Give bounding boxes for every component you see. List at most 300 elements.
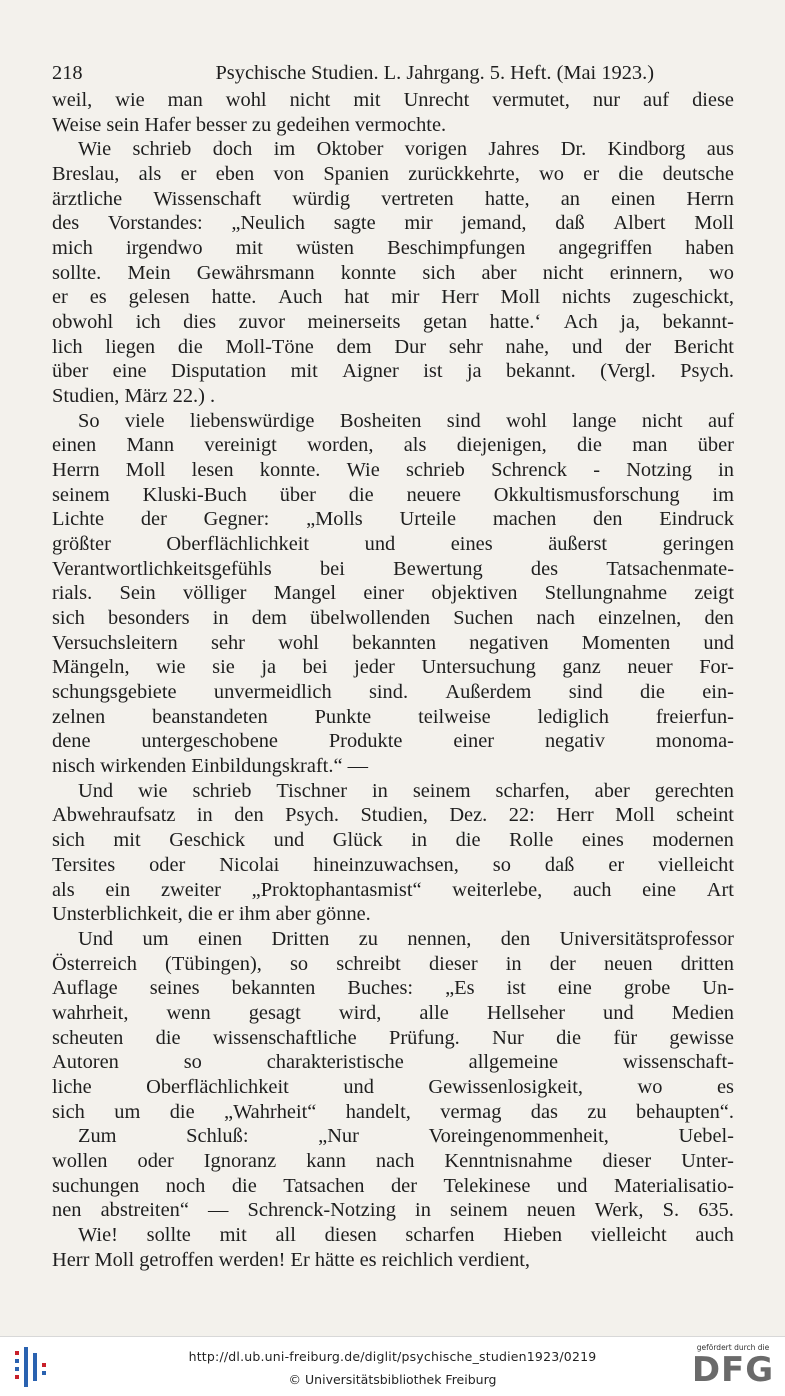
word: zu	[587, 1100, 607, 1123]
word: „Proktophantasmist“	[251, 878, 422, 901]
word: ja	[466, 360, 482, 383]
word: Moll	[694, 212, 734, 235]
word: des	[530, 557, 559, 580]
word: einer	[363, 582, 405, 605]
word: ärztliche	[52, 187, 123, 210]
word: sich	[52, 829, 85, 852]
word: hat	[344, 286, 370, 309]
word: seines	[149, 977, 200, 1000]
word: vereinigt	[204, 434, 277, 457]
word: bekannten	[231, 977, 316, 1000]
word: lediglich	[537, 705, 609, 728]
word: der	[390, 1174, 417, 1197]
word: über	[697, 434, 734, 457]
word: meinerseits	[307, 311, 401, 334]
word: sich	[52, 1100, 85, 1123]
text-line: Herr Moll getroffen werden! Er hätte es reichlich verdient,	[52, 1248, 531, 1271]
word: die	[231, 1174, 257, 1197]
text-line	[52, 927, 734, 952]
word: eine	[642, 878, 677, 901]
word: (Vergl.	[600, 360, 656, 383]
word: einen	[52, 434, 97, 457]
word: Außerdem	[445, 681, 532, 704]
word: diejenigen,	[456, 434, 547, 457]
word: lesen	[191, 459, 234, 482]
word: -	[593, 459, 600, 482]
word: abstreiten“	[100, 1199, 189, 1222]
text-line	[52, 285, 734, 310]
text-line	[52, 631, 734, 656]
word: hatte.	[211, 286, 257, 309]
word: Herr	[556, 804, 594, 827]
word: er	[180, 163, 197, 186]
word: Lichte	[52, 508, 105, 531]
word: nur	[592, 89, 621, 111]
word: man	[167, 89, 203, 111]
text-line	[52, 803, 734, 828]
word: schungsgebiete	[52, 681, 177, 704]
text-line	[52, 310, 734, 335]
word: Abwehraufsatz	[52, 804, 176, 827]
word: mir	[391, 286, 420, 309]
word: wie	[138, 779, 168, 802]
word: Unrecht	[403, 89, 470, 111]
text-line: Weise sein Hafer besser zu gedeihen vermochte.	[52, 113, 447, 136]
word: unvermeidlich	[213, 681, 332, 704]
word: zelnen	[52, 705, 106, 728]
word: schrieb	[192, 779, 252, 802]
word: dieser	[428, 952, 478, 975]
word: neuen	[603, 952, 653, 975]
word: Punkte	[314, 705, 372, 728]
text-line	[52, 261, 734, 286]
word: Gegner:	[203, 508, 270, 531]
word: völliger	[183, 582, 247, 605]
word: diese	[692, 89, 734, 111]
footer-bar	[0, 1336, 785, 1396]
word: daß	[544, 853, 575, 876]
word: wenn	[166, 1001, 211, 1024]
word: mit	[219, 1223, 247, 1246]
word: als	[138, 163, 162, 186]
text-line	[52, 137, 734, 162]
word: dies	[183, 311, 217, 334]
word: oder	[149, 853, 186, 876]
word: eben	[215, 163, 255, 186]
word: Materialisatio-	[613, 1174, 734, 1197]
word: wüsten	[296, 237, 354, 260]
word: vermutet,	[492, 89, 570, 111]
word: wie	[115, 89, 145, 111]
word: die	[348, 483, 374, 506]
text-line	[52, 853, 734, 878]
word: nicht	[542, 261, 584, 284]
word: dem	[251, 607, 287, 630]
word: Prüfung.	[388, 1026, 460, 1049]
word: Mann	[126, 434, 175, 457]
word: Gewissenlosigkeit,	[428, 1075, 584, 1098]
word: Schrenck	[491, 459, 567, 482]
word: in	[212, 607, 229, 630]
word: Und	[78, 927, 114, 950]
word: zeigt	[694, 582, 734, 605]
word: wird,	[338, 1001, 382, 1024]
word: hineinzuwachsen,	[313, 853, 459, 876]
word: Bericht	[673, 335, 734, 358]
word: grobe	[623, 977, 671, 1000]
text-line: nisch wirkenden Einbildungskraft.“ —	[52, 755, 368, 778]
word: bei	[302, 656, 328, 679]
word: Spanien	[323, 163, 390, 186]
word: sagte	[333, 212, 376, 235]
word: erinnern,	[609, 261, 683, 284]
word: scheuten	[52, 1026, 124, 1049]
text-line	[52, 483, 734, 508]
word: wo	[539, 163, 564, 186]
word: um	[114, 1100, 141, 1123]
word: von	[273, 163, 305, 186]
text-line	[52, 976, 734, 1001]
text-line	[52, 187, 734, 212]
word: die	[177, 335, 203, 358]
word: Schrenck-Notzing	[247, 1199, 396, 1222]
word: auch	[572, 878, 612, 901]
word: neuer	[627, 656, 673, 679]
word: getan	[422, 311, 468, 334]
word: den	[593, 508, 623, 531]
word: Okkultismusforschung	[493, 483, 680, 506]
word: sie	[212, 656, 235, 679]
page-number: 218	[52, 62, 83, 84]
word: nahe,	[505, 335, 550, 358]
word: konnte.	[259, 459, 321, 482]
word: besonders	[108, 607, 190, 630]
word: ein	[105, 878, 131, 901]
dfg-logo-icon: DFG	[691, 1350, 775, 1390]
word: wo	[637, 1075, 663, 1098]
word: ich	[135, 311, 161, 334]
word: Eindruck	[659, 508, 734, 531]
text-line	[52, 655, 734, 680]
word: einen	[197, 927, 243, 950]
word: zugeschickt,	[632, 286, 734, 309]
word: haben	[685, 237, 734, 260]
text-line	[52, 828, 734, 853]
word: negativ	[544, 730, 605, 753]
word: mit	[290, 360, 318, 383]
word: die	[169, 1100, 195, 1123]
word: Wie!	[78, 1223, 118, 1246]
word: sind	[446, 409, 481, 432]
word: Ignoranz	[203, 1149, 277, 1172]
word: und	[703, 631, 734, 654]
word: mit	[113, 829, 141, 852]
word: beanstandeten	[152, 705, 268, 728]
word: dritten	[680, 952, 734, 975]
word: angegriffen	[558, 237, 653, 260]
word: (Tübingen),	[165, 952, 262, 975]
word: vertreten	[381, 187, 454, 210]
word: Kluski-Buch	[142, 483, 247, 506]
word: Wie	[346, 459, 380, 482]
word: der	[549, 952, 576, 975]
word: nach	[536, 607, 575, 630]
word: mit	[353, 89, 381, 111]
word: „Es	[445, 977, 475, 1000]
word: kann	[306, 1149, 346, 1172]
word: eine	[557, 977, 592, 1000]
text-line	[52, 680, 734, 705]
word: Hieben	[503, 1223, 563, 1246]
word: die	[155, 1026, 181, 1049]
word: zuvor	[238, 311, 285, 334]
word: gelesen	[128, 286, 190, 309]
word: all	[275, 1223, 296, 1246]
word: schreibt	[336, 952, 401, 975]
word: so	[290, 952, 309, 975]
word: aber	[481, 261, 517, 284]
text-line	[52, 1198, 734, 1223]
word: wo	[709, 261, 734, 284]
word: Tischner	[276, 779, 347, 802]
word: konnte	[340, 261, 397, 284]
word: schrieb	[132, 138, 192, 161]
text-line	[52, 1223, 734, 1248]
word: ein-	[702, 681, 734, 704]
word: Suchen	[453, 607, 514, 630]
word: Moll	[500, 286, 541, 309]
word: mit	[235, 237, 263, 260]
word: nen	[52, 1199, 82, 1222]
word: das	[530, 1100, 558, 1123]
dfg-caption: gefördert durch die	[696, 1343, 770, 1352]
word: und	[273, 829, 305, 852]
word: Auch	[278, 286, 323, 309]
word: eines	[581, 829, 624, 852]
word: den	[500, 927, 531, 950]
word: obwohl	[52, 311, 114, 334]
word: Herrn	[52, 459, 100, 482]
word: oder	[137, 1149, 174, 1172]
word: nennen,	[407, 927, 472, 950]
text-line	[52, 532, 734, 557]
text-line: Unsterblichkeit, die er ihm aber gönne.	[52, 903, 371, 926]
word: sind.	[368, 681, 409, 704]
word: dem	[336, 335, 372, 358]
word: So	[78, 409, 100, 432]
text-line	[52, 557, 734, 582]
word: freierfun-	[655, 705, 734, 728]
word: diesen	[324, 1223, 377, 1246]
word: liegen	[105, 335, 156, 358]
word: vorigen	[404, 138, 468, 161]
word: Kenntnisnahme	[444, 1149, 573, 1172]
word: Schluß:	[186, 1125, 249, 1148]
word: Österreich	[52, 952, 137, 975]
word: „Nur	[318, 1125, 359, 1148]
word: übelwollenden	[310, 607, 431, 630]
word: Rolle	[509, 829, 554, 852]
word: so	[492, 853, 511, 876]
word: Aigner	[342, 360, 399, 383]
word: die	[577, 434, 602, 457]
word: Kindborg	[607, 138, 686, 161]
text-line	[52, 1174, 734, 1199]
word: Unter-	[681, 1149, 734, 1172]
word: Wissenschaft	[153, 187, 262, 210]
word: er	[52, 286, 68, 309]
word: sehr	[448, 335, 483, 358]
word: bekannten	[352, 631, 437, 654]
word: Herrn	[686, 187, 734, 210]
word: den	[704, 607, 734, 630]
copyright-text: © Universitätsbibliothek Freiburg	[288, 1372, 497, 1387]
word: Psych.	[680, 360, 734, 383]
word: wie	[156, 656, 186, 679]
word: daß	[555, 212, 585, 235]
word: sollte	[146, 1223, 191, 1246]
word: teilweise	[418, 705, 491, 728]
word: Breslau,	[52, 163, 120, 186]
word: wohl	[506, 409, 547, 432]
text-line	[52, 1050, 734, 1075]
word: neuere	[406, 483, 461, 506]
text-line	[52, 581, 734, 606]
word: Geschick	[169, 829, 246, 852]
word: Tersites	[52, 853, 116, 876]
word: Untersuchung	[421, 656, 536, 679]
word: weiterlebe,	[452, 878, 543, 901]
word: seinem	[52, 483, 110, 506]
word: Moll	[125, 459, 166, 482]
word: wohl	[225, 89, 267, 111]
word: hatte,	[484, 187, 530, 210]
source-link[interactable]: http://dl.ub.uni-freiburg.de/diglit/psychische_studien1923/0219	[188, 1349, 597, 1364]
running-header	[52, 58, 734, 88]
word: nicht	[641, 409, 683, 432]
word: bei	[319, 557, 345, 580]
word: über	[52, 360, 89, 383]
word: der	[140, 508, 167, 531]
text-line	[52, 433, 734, 458]
word: —	[208, 1199, 229, 1222]
word: Moll-Töne	[225, 335, 314, 358]
word: Medien	[671, 1001, 734, 1024]
word: dene	[52, 730, 91, 753]
word: Hellseher	[486, 1001, 565, 1024]
word: wollen	[52, 1149, 108, 1172]
word: Produkte	[328, 730, 403, 753]
word: For-	[699, 656, 734, 679]
word: die	[640, 681, 665, 704]
word: zweiter	[160, 878, 221, 901]
word: rials.	[52, 582, 93, 605]
word: Nicolai	[219, 853, 280, 876]
word: lich	[52, 335, 83, 358]
text-line	[52, 1001, 734, 1026]
word: bekannt.	[506, 360, 576, 383]
word: Nur	[492, 1026, 524, 1049]
word: scharfen	[405, 1223, 475, 1246]
word: äußerst	[548, 533, 608, 556]
word: Bosheiten	[339, 409, 422, 432]
word: es	[716, 1075, 734, 1098]
word: aber	[594, 779, 630, 802]
word: liebenswürdige	[189, 409, 315, 432]
word: die	[455, 829, 481, 852]
word: zu	[358, 927, 378, 950]
word: „Wahrheit“	[224, 1100, 317, 1123]
word: dieser	[602, 1149, 652, 1172]
word: Wie	[78, 138, 112, 161]
word: deutsche	[662, 163, 734, 186]
word: machen	[492, 508, 557, 531]
word: ist	[506, 977, 526, 1000]
text-line	[52, 779, 734, 804]
word: Moll	[615, 804, 655, 827]
word: seinem	[412, 779, 471, 802]
word: objektiven	[431, 582, 518, 605]
word: auch	[695, 1223, 734, 1246]
word: Dur	[394, 335, 427, 358]
word: modernen	[652, 829, 734, 852]
word: in	[371, 779, 388, 802]
word: Stellungnahme	[544, 582, 668, 605]
word: noch	[165, 1174, 206, 1197]
word: nichts	[562, 286, 611, 309]
word: auf	[643, 89, 670, 111]
word: suchungen	[52, 1174, 140, 1197]
word: zurückkehrte,	[408, 163, 520, 186]
word: vielleicht	[658, 853, 734, 876]
word: Oberflächlichkeit	[146, 1075, 289, 1098]
word: sich	[422, 261, 456, 284]
word: Notzing	[626, 459, 692, 482]
word: Glück	[332, 829, 383, 852]
word: Uebel-	[678, 1125, 734, 1148]
text-line	[52, 507, 734, 532]
word: an	[560, 187, 580, 210]
word: sehr	[210, 631, 245, 654]
text-line	[52, 409, 734, 434]
word: Mein	[127, 261, 171, 284]
word: handelt,	[345, 1100, 411, 1123]
word: Ach	[563, 311, 598, 334]
text-line	[52, 1075, 734, 1100]
word: wohl	[278, 631, 319, 654]
word: scheint	[676, 804, 734, 827]
text-line	[52, 162, 734, 187]
word: bekannt-	[662, 311, 734, 334]
word: charakteristische	[266, 1051, 404, 1074]
word: 635.	[698, 1199, 734, 1222]
word: im	[273, 138, 296, 161]
word: viele	[124, 409, 165, 432]
word: ja,	[620, 311, 641, 334]
word: hatte.‘	[489, 311, 542, 334]
word: Gewährsmann	[196, 261, 315, 284]
word: Und	[78, 779, 114, 802]
word: größter	[52, 533, 111, 556]
word: man	[632, 434, 668, 457]
page-text	[52, 58, 734, 1272]
word: worden,	[307, 434, 374, 457]
word: es	[89, 286, 107, 309]
word: Tatsachenmate-	[606, 557, 734, 580]
word: Momenten	[581, 631, 671, 654]
word: schrieb	[405, 459, 465, 482]
word: im	[712, 483, 734, 506]
